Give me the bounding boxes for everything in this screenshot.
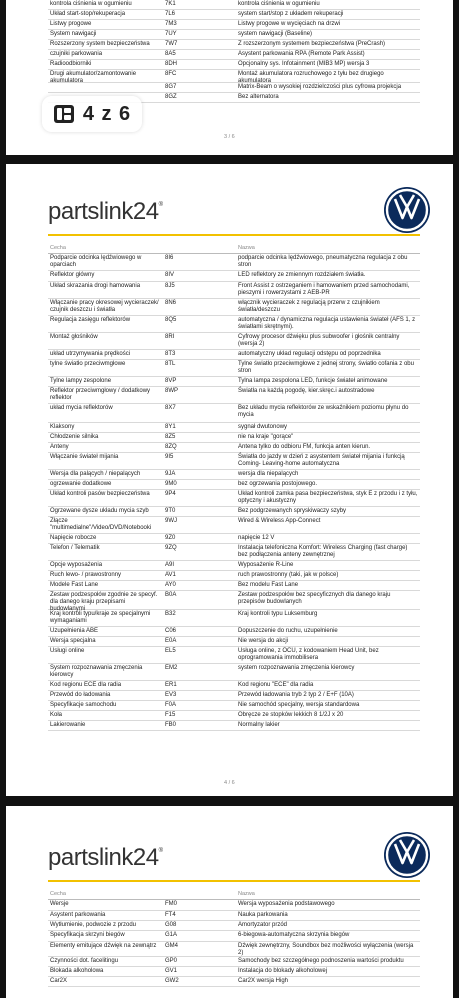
table-row: [48, 30, 420, 40]
feature-cell: Kod regionu ECE dla radia: [50, 682, 122, 688]
code-cell: 8Q5: [165, 317, 177, 323]
code-cell: 8WP: [165, 388, 179, 394]
code-cell: 8J5: [165, 283, 175, 289]
table-row: [48, 637, 420, 647]
name-cell: bez ogrzewania postojowego.: [238, 481, 318, 487]
table-row: [48, 591, 420, 610]
code-cell: 9M0: [165, 481, 177, 487]
name-cell: Normalny lakier: [238, 722, 280, 728]
table-row: [48, 544, 420, 561]
table-row: [48, 507, 420, 517]
name-cell: Nie samochód specjalny, wersja standardowa: [238, 702, 360, 708]
table-row: [48, 433, 420, 443]
feature-cell: System nawigacji: [50, 31, 97, 37]
name-cell: Matrix-Beam o wysokiej rozdzielczości plus cyfrowa projekcja: [238, 84, 402, 90]
gallery-icon: [53, 103, 75, 125]
feature-cell: Rozszerzony system bezpieczeństwa: [50, 41, 150, 47]
table-header: [48, 890, 420, 900]
name-cell: Wired & Wireless App-Connect: [238, 518, 321, 524]
name-cell: Bez układu mycia reflektorów ze wskaźnikiem poziomu płynu do mycia: [238, 405, 409, 418]
table-row: [48, 721, 420, 731]
code-cell: EM2: [165, 665, 178, 671]
code-cell: GV1: [165, 968, 178, 974]
feature-cell: Listwy progowe: [50, 21, 92, 27]
table-row: [48, 83, 420, 93]
feature-cell: Ogrzewane dysze układu mycia szyb: [50, 508, 149, 514]
table-row: [48, 70, 420, 83]
feature-cell: Ruch lewo- / prawostronny: [50, 572, 122, 578]
feature-cell: Telefon / Telematik: [50, 545, 100, 551]
feature-cell: Car2X: [50, 978, 68, 984]
code-cell: FB0: [165, 722, 177, 728]
table-row: [48, 443, 420, 453]
table-row: [48, 581, 420, 591]
table-header: [48, 244, 420, 254]
feature-cell: Koła: [50, 712, 63, 718]
table-row: [48, 681, 420, 691]
name-cell: 6-biegowa-automatyczna skrzynia biegów: [238, 932, 350, 938]
code-cell: 9T0: [165, 508, 176, 514]
col-feature-header: Cecha: [50, 245, 66, 251]
feature-cell: Włączanie pracy okresowej wycieraczek/ czujnik deszczu i światła: [50, 300, 159, 313]
image-counter-text: 4 z 6: [82, 102, 132, 125]
feature-cell: Modele Fast Lane: [50, 582, 99, 588]
equipment-table: [48, 254, 420, 731]
feature-cell: Układ start-stop/rekuperacja: [50, 11, 126, 17]
name-cell: napięcie 12 V: [238, 535, 275, 541]
feature-cell: Specyfikacje samochodu: [50, 702, 117, 708]
table-row: [48, 316, 420, 333]
feature-cell: układ mycia reflektorów: [50, 405, 113, 411]
name-cell: automatyczna / dynamiczna regulacja ustawienia świateł (AFS 1, z światłami skrętnymi).: [238, 317, 416, 330]
page-number: 3 / 6: [224, 134, 235, 140]
code-cell: GW2: [165, 978, 179, 984]
feature-cell: Kraj kontroli typu/kraje ze specjalnymi wymaganiami: [50, 611, 151, 624]
feature-cell: Włączanie świateł mijania: [50, 454, 119, 460]
name-cell: Cyfrowy procesor dźwięku plus subwoofer i głośnik centralny (wersja 2): [238, 334, 400, 347]
table-row: [48, 627, 420, 637]
table-row: [48, 691, 420, 701]
code-cell: 8FC: [165, 71, 177, 77]
name-cell: Front Assist z ostrzeganiem i hamowaniem przed samochodami, pieszymi i rowerzystami z AEB-PR: [238, 283, 410, 296]
name-cell: Amortyzator przód: [238, 922, 288, 928]
feature-cell: Opcje wyposażenia: [50, 562, 103, 568]
table-row: [48, 517, 420, 534]
code-cell: 8RI: [165, 334, 175, 340]
feature-cell: Układ kontroli pasów bezpieczeństwa: [50, 491, 150, 497]
code-cell: 8ZQ: [165, 444, 177, 450]
table-row: [48, 333, 420, 350]
feature-cell: Tylne lampy zespolone: [50, 378, 112, 384]
code-cell: B0A: [165, 592, 177, 598]
code-cell: 7UY: [165, 31, 177, 37]
feature-cell: Napięcie robocze: [50, 535, 97, 541]
name-cell: Kraj kontroli typu Luksemburg: [238, 611, 318, 617]
code-cell: G08: [165, 922, 177, 928]
table-row: [48, 299, 420, 316]
code-cell: FM0: [165, 901, 177, 907]
code-cell: 9Z0: [165, 535, 176, 541]
feature-cell: Drugi akumulator/zamontowanie akumulatora: [50, 71, 137, 84]
table-row: [48, 453, 420, 470]
code-cell: 8N6: [165, 300, 177, 306]
code-cell: F0A: [165, 702, 177, 708]
feature-cell: czujniki parkowania: [50, 51, 103, 57]
name-cell: Opcjonalny sys. Infotainment (MIB3 MP) wersja 3: [238, 61, 370, 67]
table-row: [48, 404, 420, 423]
code-cell: FT4: [165, 912, 176, 918]
feature-cell: Uzupełnienia ABE: [50, 628, 99, 634]
table-row: [48, 20, 420, 30]
name-cell: LED reflektory ze zmiennym rozdziałem światła.: [238, 272, 366, 278]
code-cell: A9I: [165, 562, 175, 568]
name-cell: automatyczny układ regulacji odstępu od poprzednika: [238, 351, 381, 357]
name-cell: Car2X wersja High: [238, 978, 289, 984]
table-row: [48, 931, 420, 942]
table-row: [48, 647, 420, 664]
feature-cell: Wytłumienie, podwozie z przodu: [50, 922, 136, 928]
name-cell: Nie wersja do akcji: [238, 638, 289, 644]
code-cell: GP0: [165, 958, 178, 964]
partslink24-logo: partslink24®: [48, 198, 163, 225]
feature-cell: Układ skrazania drogi hamowania: [50, 283, 141, 289]
name-cell: Asystent parkowania RPA (Remote Park Assist): [238, 51, 365, 57]
feature-cell: Chłodzenie silnika: [50, 434, 99, 440]
table-row: [48, 360, 420, 377]
table-row: [48, 377, 420, 387]
name-cell: Światła do jazdy w dzień z asystentem świateł mijania i funkcją Coming- Leaving-home automatyczna: [238, 454, 405, 467]
code-cell: 8Z5: [165, 434, 176, 440]
table-row: [48, 60, 420, 70]
code-cell: 8G7: [165, 84, 177, 90]
table-row: [48, 423, 420, 433]
code-cell: 7M3: [165, 21, 177, 27]
table-row: [48, 470, 420, 480]
table-row: [48, 282, 420, 299]
name-cell: Samochody bez szczegółnego podnoszenia wartości produktu: [238, 958, 404, 964]
name-cell: Listwy progowe w wycięciach na drzwi: [238, 21, 341, 27]
table-row: [48, 490, 420, 507]
table-row: [48, 534, 420, 544]
name-cell: Dopuszczenie do ruchu, uzupełnienie: [238, 628, 338, 634]
name-cell: włącznik wycieraczek z regulacją przerw z czujnikiem światła/deszczu: [238, 300, 380, 313]
document-page-4: [6, 164, 453, 796]
code-cell: ER1: [165, 682, 177, 688]
table-row: [48, 900, 420, 911]
code-cell: 8GZ: [165, 94, 177, 100]
volkswagen-logo: [382, 185, 432, 235]
name-cell: system rozpoznawania zmęczenia kierowcy: [238, 665, 355, 671]
name-cell: Dźwięk zewnętrzny, Soundbox bez możliwości wyłączenia (wersja 2): [238, 943, 414, 956]
table-row: [48, 921, 420, 931]
name-cell: Układ kontroli zamka pasa bezpieczeństwa, styk E z przodu i z tyłu, optyczny i akustyczny: [238, 491, 418, 504]
feature-cell: Czynności dot. facelitingu: [50, 958, 119, 964]
code-cell: G1A: [165, 932, 178, 938]
table-row: [48, 271, 420, 282]
table-row: [48, 561, 420, 571]
name-cell: Wyposażenie R-Line: [238, 562, 294, 568]
table-row: [48, 957, 420, 967]
code-cell: 8I6: [165, 255, 174, 261]
feature-cell: Przewód do ładowania: [50, 692, 111, 698]
feature-cell: Reflektor przeciwmgłowy / dodatkowy reflektor: [50, 388, 151, 401]
equipment-table: [48, 0, 420, 103]
feature-cell: Anteny: [50, 444, 69, 450]
name-cell: Obręcze ze stopków lekkich 8 1/2J x 20: [238, 712, 344, 718]
table-row: [48, 350, 420, 360]
table-row: [48, 254, 420, 271]
name-cell: Bez alternatora: [238, 94, 279, 100]
feature-cell: tylne światło przeciwmgłowe: [50, 361, 126, 367]
table-row: [48, 711, 420, 721]
code-cell: B32: [165, 611, 176, 617]
feature-cell: Regulacja zasięgu reflektorów: [50, 317, 131, 323]
code-cell: 8T3: [165, 351, 176, 357]
feature-cell: kontrola ciśnienia w ogumieniu: [50, 1, 132, 7]
code-cell: 9JA: [165, 471, 176, 477]
name-cell: Tylna lampa zespolona LED, funkcje świateł animowane: [238, 378, 388, 384]
feature-cell: Klaksony: [50, 424, 75, 430]
name-cell: system start/stop z układem rekuperacji: [238, 11, 344, 17]
name-cell: Tylne światło przeciwmgłowe z jednej strony, światło cofania z obu stron: [238, 361, 414, 374]
name-cell: kontrola ciśnienia w ogumieniu: [238, 1, 320, 7]
feature-cell: Złącze "multimedialne"/Video/DVD/Notebooki: [50, 518, 152, 531]
logo-underline: [48, 234, 420, 236]
feature-cell: Lakierowanie: [50, 722, 86, 728]
code-cell: 8VP: [165, 378, 177, 384]
name-cell: Bez modelu Fast Lane: [238, 582, 299, 588]
image-counter[interactable]: [42, 96, 142, 132]
code-cell: 9WJ: [165, 518, 177, 524]
feature-cell: Wersje: [50, 901, 69, 907]
name-cell: podparcie odcinka lędźwiowego, pneumatyczna regulacja z obu stron: [238, 255, 408, 268]
code-cell: 9ZQ: [165, 545, 177, 551]
code-cell: 8IV: [165, 272, 175, 278]
feature-cell: Wersja specjalna: [50, 638, 96, 644]
name-cell: Przewód ładowania tryb 2 typ 2 / E+F (10A): [238, 692, 354, 698]
name-cell: Usługa online, z OCU, z kodowaniem Head Unit, bez oprogramowania immobilisera: [238, 648, 379, 661]
page-number: 4 / 6: [224, 780, 235, 786]
col-feature-header: Cecha: [50, 891, 66, 897]
code-cell: 7K1: [165, 1, 176, 7]
feature-cell: Radioodbiorniki: [50, 61, 92, 67]
code-cell: 8DH: [165, 61, 178, 67]
name-cell: Instalacja telefoniczna Komfort: Wireless Charging (fast charge) bez podłączenia anteny zewnętrznej: [238, 545, 408, 558]
col-name-header: Nazwa: [238, 245, 255, 251]
code-cell: F15: [165, 712, 176, 718]
code-cell: 7L6: [165, 11, 176, 17]
table-row: [48, 610, 420, 627]
name-cell: ruch prawostronny (taki, jak w polsce): [238, 572, 339, 578]
code-cell: AV1: [165, 572, 176, 578]
logo-underline: [48, 880, 420, 882]
name-cell: Z rozszerzonym systemem bezpieczeństwa (PreCrash): [238, 41, 386, 47]
code-cell: E0A: [165, 638, 177, 644]
feature-cell: Asystent parkowania: [50, 912, 106, 918]
table-row: [48, 387, 420, 404]
name-cell: Instalacja do blokady alkoholowej: [238, 968, 328, 974]
name-cell: Antena tylko do odbioru FM, funkcja anten kierun.: [238, 444, 371, 450]
name-cell: wersja dla niepalących: [238, 471, 299, 477]
name-cell: nie na kraje "gorące": [238, 434, 294, 440]
document-page-5: [6, 806, 453, 998]
feature-cell: Reflektor główny: [50, 272, 95, 278]
code-cell: 8A5: [165, 51, 176, 57]
document-page-3: [6, 0, 453, 155]
feature-cell: układ utrzymywania prędkości: [50, 351, 131, 357]
name-cell: Kod regionu "ECE" dla radia: [238, 682, 314, 688]
code-cell: EL5: [165, 648, 176, 654]
feature-cell: Wersja dla palących / niepalących: [50, 471, 141, 477]
name-cell: sygnał dwutonowy: [238, 424, 288, 430]
col-name-header: Nazwa: [238, 891, 255, 897]
feature-cell: Podparcie odcinka lędźwiowego w oparciach: [50, 255, 142, 268]
table-row: [48, 911, 420, 921]
feature-cell: Blokada alkoholowa: [50, 968, 104, 974]
code-cell: 9P4: [165, 491, 176, 497]
code-cell: 7W7: [165, 41, 178, 47]
name-cell: Bez podgrzewanych spryskiwaczy szyby: [238, 508, 347, 514]
feature-cell: Elementy emitujące dźwięk na zewnątrz: [50, 943, 157, 949]
equipment-table: [48, 900, 420, 987]
name-cell: Nauka parkowania: [238, 912, 288, 918]
feature-cell: Montaż głośników: [50, 334, 98, 340]
feature-cell: Zestaw podzespołów zgodnie ze specyf. dla danego kraju przepisami budowlanymi: [50, 592, 158, 612]
table-row: [48, 977, 420, 987]
table-row: [48, 571, 420, 581]
code-cell: 8X7: [165, 405, 176, 411]
code-cell: EV3: [165, 692, 177, 698]
code-cell: 8Y1: [165, 424, 176, 430]
feature-cell: System rozpoznawania zmęczenia kierowcy: [50, 665, 143, 678]
feature-cell: Usługi online: [50, 648, 85, 654]
table-row: [48, 480, 420, 490]
code-cell: AY0: [165, 582, 176, 588]
code-cell: 9I5: [165, 454, 174, 460]
table-row: [48, 50, 420, 60]
feature-cell: ogrzewanie dodatkowe: [50, 481, 112, 487]
table-row: [48, 942, 420, 957]
table-row: [48, 701, 420, 711]
table-row: [48, 10, 420, 20]
feature-cell: Specyfikacja skrzyni biegów: [50, 932, 125, 938]
partslink24-logo: partslink24®: [48, 844, 163, 871]
table-row: [48, 664, 420, 681]
code-cell: GM4: [165, 943, 179, 949]
name-cell: Zestaw podzespołów bez specyficznych dla danego kraju przepisów budowlanych: [238, 592, 391, 605]
code-cell: 8TL: [165, 361, 176, 367]
name-cell: Światła na każdą pogodę, kier.skręc.i autostradowe: [238, 388, 375, 394]
name-cell: Montaż akumulatora rozruchowego z tyłu bez drugiego akumulatora: [238, 71, 384, 84]
table-row: [48, 40, 420, 50]
name-cell: system nawigacji (Baseline): [238, 31, 313, 37]
name-cell: Wersja wyposażenia podstawowego: [238, 901, 335, 907]
volkswagen-logo: [382, 830, 432, 880]
table-row: [48, 0, 420, 10]
code-cell: C06: [165, 628, 177, 634]
table-row: [48, 967, 420, 977]
